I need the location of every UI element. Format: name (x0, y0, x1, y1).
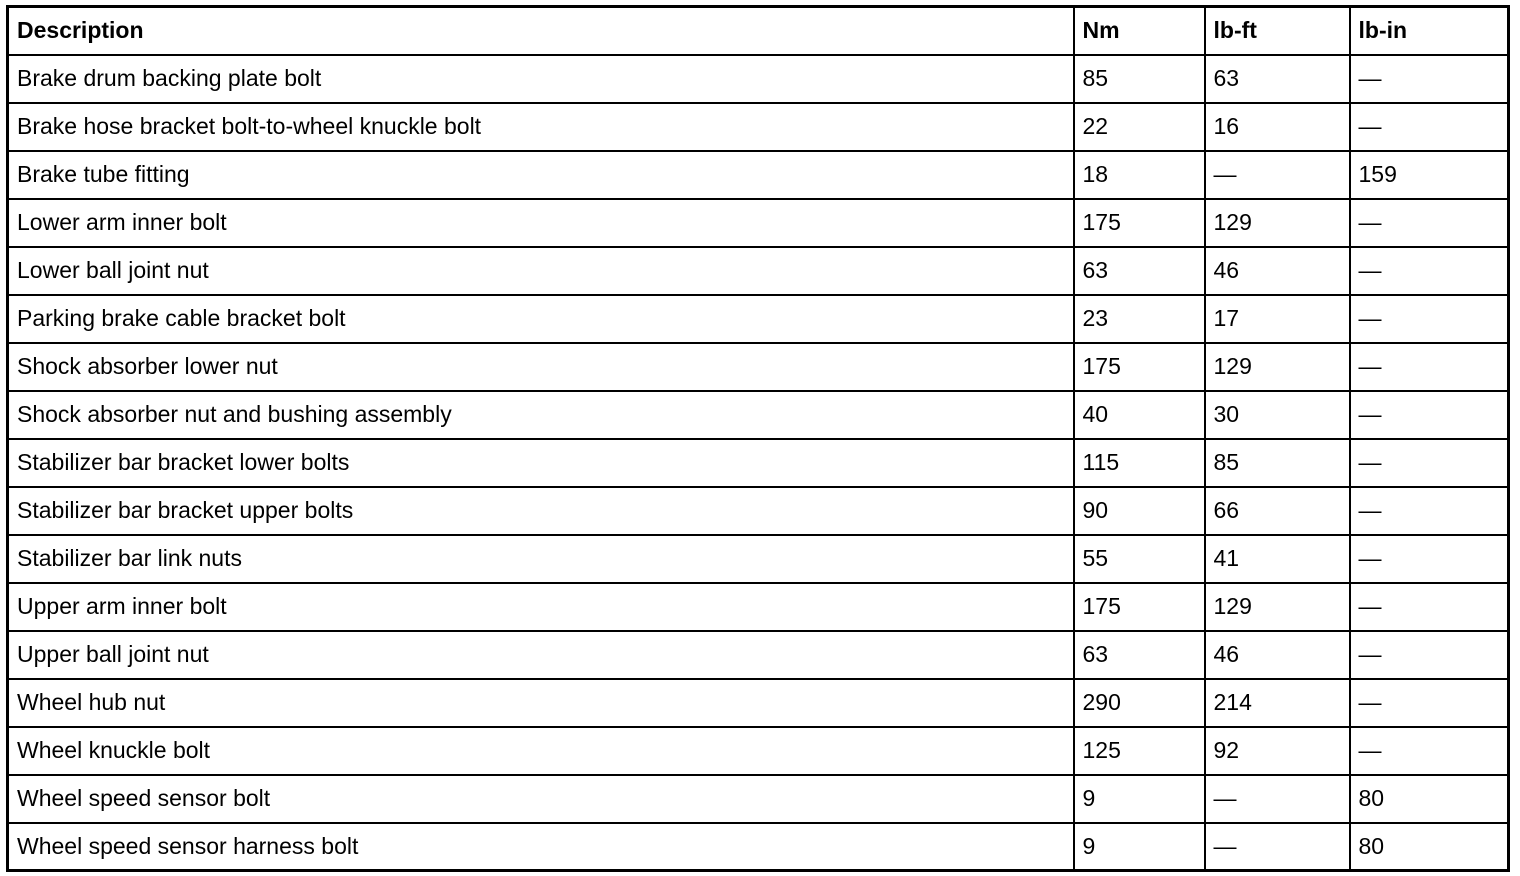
table-body (8, 55, 1509, 871)
cell-nm: 63 (1074, 631, 1205, 679)
cell-nm: 125 (1074, 727, 1205, 775)
cell-nm: 9 (1074, 775, 1205, 823)
cell-lb-in: — (1350, 391, 1509, 439)
header-lb-in: lb-in (1350, 7, 1509, 55)
cell-lb-in: — (1350, 439, 1509, 487)
cell-lb-ft: 92 (1205, 727, 1350, 775)
cell-nm: 18 (1074, 151, 1205, 199)
cell-description: Stabilizer bar bracket upper bolts (8, 487, 1074, 535)
cell-lb-ft: 214 (1205, 679, 1350, 727)
cell-description: Stabilizer bar bracket lower bolts (8, 439, 1074, 487)
cell-lb-ft: 66 (1205, 487, 1350, 535)
cell-nm: 115 (1074, 439, 1205, 487)
table-row (8, 247, 1509, 295)
table-row (8, 391, 1509, 439)
table-row (8, 775, 1509, 823)
cell-description: Lower arm inner bolt (8, 199, 1074, 247)
cell-lb-in: 80 (1350, 775, 1509, 823)
cell-lb-in: — (1350, 631, 1509, 679)
cell-lb-in: — (1350, 343, 1509, 391)
table-row (8, 343, 1509, 391)
cell-lb-ft: 30 (1205, 391, 1350, 439)
table-row (8, 103, 1509, 151)
table-row (8, 631, 1509, 679)
table-row (8, 487, 1509, 535)
cell-lb-in: — (1350, 55, 1509, 103)
cell-description: Parking brake cable bracket bolt (8, 295, 1074, 343)
table-row (8, 199, 1509, 247)
cell-lb-ft: 129 (1205, 583, 1350, 631)
cell-lb-in: 80 (1350, 823, 1509, 871)
cell-nm: 22 (1074, 103, 1205, 151)
table-row (8, 295, 1509, 343)
cell-lb-in: — (1350, 103, 1509, 151)
table-row (8, 583, 1509, 631)
cell-lb-ft: 46 (1205, 247, 1350, 295)
table-row (8, 151, 1509, 199)
cell-description: Wheel speed sensor bolt (8, 775, 1074, 823)
cell-lb-ft: — (1205, 823, 1350, 871)
cell-nm: 175 (1074, 583, 1205, 631)
cell-nm: 85 (1074, 55, 1205, 103)
header-row (8, 7, 1509, 55)
table-row (8, 679, 1509, 727)
cell-nm: 90 (1074, 487, 1205, 535)
cell-lb-ft: 16 (1205, 103, 1350, 151)
cell-lb-ft: — (1205, 151, 1350, 199)
header-lb-ft: lb-ft (1205, 7, 1350, 55)
cell-description: Wheel knuckle bolt (8, 727, 1074, 775)
cell-description: Brake tube fitting (8, 151, 1074, 199)
cell-lb-ft: 17 (1205, 295, 1350, 343)
cell-description: Upper ball joint nut (8, 631, 1074, 679)
cell-description: Wheel hub nut (8, 679, 1074, 727)
cell-lb-ft: 46 (1205, 631, 1350, 679)
cell-description: Lower ball joint nut (8, 247, 1074, 295)
cell-lb-in: — (1350, 487, 1509, 535)
cell-lb-ft: 129 (1205, 343, 1350, 391)
cell-lb-in: — (1350, 727, 1509, 775)
cell-lb-ft: — (1205, 775, 1350, 823)
cell-description: Upper arm inner bolt (8, 583, 1074, 631)
cell-lb-in: — (1350, 679, 1509, 727)
cell-lb-ft: 129 (1205, 199, 1350, 247)
cell-nm: 55 (1074, 535, 1205, 583)
cell-nm: 63 (1074, 247, 1205, 295)
cell-lb-ft: 41 (1205, 535, 1350, 583)
torque-spec-table (6, 5, 1510, 872)
cell-lb-in: — (1350, 295, 1509, 343)
cell-description: Wheel speed sensor harness bolt (8, 823, 1074, 871)
cell-lb-in: — (1350, 247, 1509, 295)
cell-lb-in: — (1350, 199, 1509, 247)
cell-nm: 175 (1074, 343, 1205, 391)
cell-lb-ft: 63 (1205, 55, 1350, 103)
table-row (8, 439, 1509, 487)
cell-description: Brake drum backing plate bolt (8, 55, 1074, 103)
cell-lb-in: 159 (1350, 151, 1509, 199)
cell-lb-in: — (1350, 583, 1509, 631)
cell-nm: 290 (1074, 679, 1205, 727)
table-row (8, 55, 1509, 103)
table-row (8, 823, 1509, 871)
header-nm: Nm (1074, 7, 1205, 55)
cell-nm: 175 (1074, 199, 1205, 247)
cell-lb-ft: 85 (1205, 439, 1350, 487)
cell-nm: 23 (1074, 295, 1205, 343)
cell-lb-in: — (1350, 535, 1509, 583)
header-description: Description (8, 7, 1074, 55)
cell-description: Shock absorber lower nut (8, 343, 1074, 391)
table-row (8, 727, 1509, 775)
cell-description: Shock absorber nut and bushing assembly (8, 391, 1074, 439)
cell-nm: 40 (1074, 391, 1205, 439)
cell-description: Stabilizer bar link nuts (8, 535, 1074, 583)
cell-nm: 9 (1074, 823, 1205, 871)
table-row (8, 535, 1509, 583)
cell-description: Brake hose bracket bolt-to-wheel knuckle bolt (8, 103, 1074, 151)
